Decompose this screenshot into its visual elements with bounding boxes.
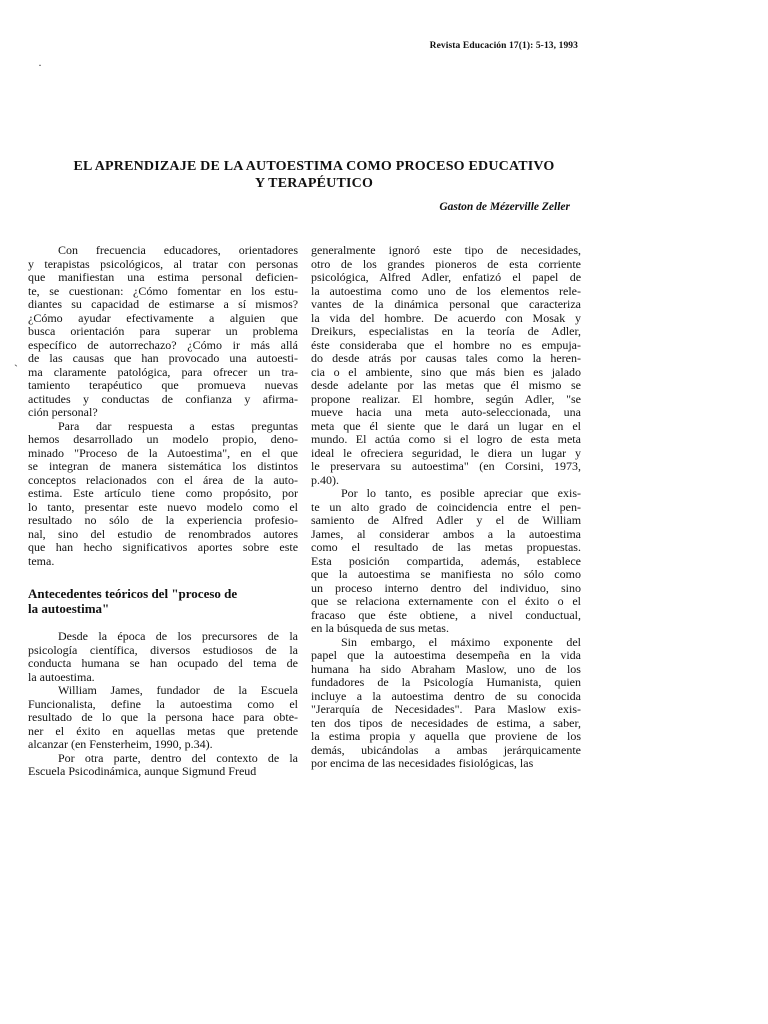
- text-line: Escuela Psicodinámica, aunque Sigmund Freud: [28, 764, 257, 778]
- text-line: mundo. El actúa como si el logro de esta meta: [311, 432, 581, 446]
- text-line: Esta posición compartida, además, establece: [311, 553, 581, 568]
- text-line: minado "Proceso de la Autoestima", en el que: [28, 445, 299, 460]
- text-line: te, se cuestionan: ¿Cómo fomentar en los estu-: [28, 283, 298, 298]
- author-name: Gaston de Mézerville Zeller: [439, 201, 570, 213]
- text-line: generalmente ignoró este tipo de necesidades,: [311, 243, 582, 257]
- text-line: psicológica, Alfred Adler, enfatizó el papel de: [311, 270, 582, 284]
- text-line: resultado no sólo de la experiencia profesio-: [28, 513, 299, 527]
- title-line: EL APRENDIZAJE DE LA AUTOESTIMA COMO PROCESO EDUCATIVO: [73, 159, 555, 174]
- text-line: que la autoestima se manifiesta no sólo como: [311, 567, 581, 581]
- text-line: ideal le ofreciera seguridad, le diera un lugar y: [311, 445, 581, 460]
- text-line: meta que él siente que le dará un lugar en el: [311, 418, 581, 433]
- text-line: Con frecuencia educadores, orientadores: [58, 243, 299, 257]
- scan-mark: ·: [38, 58, 42, 72]
- text-line: alcanzar (en Fensterheim, 1990, p.34).: [28, 737, 213, 751]
- scan-mark: `: [14, 362, 18, 376]
- text-line: éste consideraba que el hombre no es empuja-: [311, 337, 581, 352]
- section-heading: [28, 586, 298, 616]
- text-line: fracaso que éste obtiene, a nivel conductual,: [311, 607, 581, 622]
- text-line: incluye a la autoestima dentro de su conocida: [311, 688, 581, 703]
- text-line: Funcionalista, define la autoestima como el: [28, 696, 299, 711]
- text-line: do desde atrás por causas tales como la heren-: [311, 351, 581, 365]
- text-line: William James, fundador de la Escuela: [58, 683, 298, 697]
- text-line: ner el éxito en aquellas metas que pretende: [28, 723, 299, 738]
- text-line: James, al considerar ambos a la autoestima: [311, 526, 581, 541]
- text-line: conceptos relacionados con el área de la auto-: [28, 472, 298, 487]
- text-line: busca orientación para superar un problema: [28, 324, 298, 338]
- text-line: que han hecho significativos aportes sobre este: [28, 540, 299, 554]
- text-line: mueve hacia una meta auto-seleccionada, una: [311, 405, 581, 419]
- text-line: humana ha sido Abraham Maslow, uno de los: [311, 661, 581, 676]
- title-line: Y TERAPÉUTICO: [254, 176, 374, 191]
- text-line: te un alto grado de coincidencia entre el pen-: [311, 499, 581, 514]
- article-title: [40, 158, 588, 192]
- text-line: estima. Este artículo tiene como propósito, por: [28, 486, 298, 500]
- text-line: tema.: [28, 553, 55, 568]
- text-line: por encima de las necesidades fisiológicas, las: [311, 756, 534, 770]
- text-line: la estima propia y aquella que proviene de los: [311, 729, 582, 743]
- text-line: vantes de la dinámica personal que caracteriza: [311, 297, 582, 311]
- text-line: ción personal?: [28, 405, 98, 419]
- text-line: actitudes y conductas de confianza y afirma-: [28, 391, 299, 406]
- heading-line: Antecedentes teóricos del "proceso de: [28, 586, 238, 601]
- text-line: "Jerarquía de Necesidades". Para Maslow exis-: [311, 702, 581, 716]
- text-line: tamiento terapéutico que promueva nuevas: [28, 378, 299, 392]
- text-line: ¿Cómo ayudar efectivamente a alguien que: [28, 310, 298, 325]
- text-line: y terapistas psicológicos, al tratar con personas: [28, 256, 298, 271]
- paragraph: [311, 487, 581, 636]
- text-line: ma claramente patológica, para ofrecer un tra-: [28, 364, 299, 379]
- text-line: p.40).: [311, 472, 339, 487]
- text-line: Sin embargo, el máximo exponente del: [341, 634, 581, 649]
- text-line: como el resultado de las metas propuestas.: [311, 540, 581, 554]
- text-line: propone realizar. El hombre, según Adler, "se: [311, 391, 581, 406]
- text-line: demás, ubicándolas a ambas jerárquicamente: [311, 742, 582, 757]
- text-line: la autoestima como uno de los elementos rele-: [311, 283, 582, 298]
- text-line: conducta humana se han ocupado del tema de: [28, 656, 298, 670]
- text-line: de las causas que han provocado una autoesti-: [28, 351, 298, 365]
- text-line: psicología científica, diversos estudiosos de la: [28, 642, 298, 657]
- paragraph: [28, 684, 298, 752]
- text-line: la autoestima.: [28, 669, 95, 684]
- text-line: fundadores de la Psicología Humanista, quien: [311, 675, 581, 689]
- text-line: nal, sino del estudio de renombrados autores: [28, 526, 299, 541]
- paragraph: [311, 244, 581, 487]
- paragraph: [28, 630, 298, 684]
- journal-citation: Revista Educación 17(1): 5-13, 1993: [429, 41, 578, 51]
- right-column: [311, 244, 581, 771]
- text-line: Dreikurs, especialistas en la teoría de Adler,: [311, 324, 581, 338]
- text-line: resultado de lo que la persona hace para obte-: [28, 710, 299, 724]
- text-line: en la búsqueda de sus metas.: [311, 621, 449, 635]
- paragraph: [28, 244, 298, 420]
- text-line: que se relaciona externamente con el éxito o el: [311, 594, 582, 608]
- text-line: específico de autorrechazo? ¿Cómo ir más allá: [28, 337, 298, 352]
- text-line: se integran de manera sistemática los distintos: [28, 459, 299, 473]
- text-line: otro de los grandes pioneros de esta corriente: [311, 256, 581, 271]
- text-line: le preservara su autoestima" (en Corsini, 1973,: [311, 459, 582, 473]
- text-line: cia o el ambiente, sino que más bien es jalado: [311, 364, 582, 379]
- text-line: la vida del hombre. De acuerdo con Mosak y: [311, 310, 581, 325]
- left-column: [28, 244, 298, 779]
- text-line: Para dar respuesta a estas preguntas: [58, 418, 298, 433]
- text-line: papel que la autoestima desempeña en la vida: [311, 648, 582, 662]
- paragraph: [28, 752, 298, 779]
- text-line: hemos desarrollado un modelo propio, deno-: [28, 432, 298, 446]
- text-line: un proceso interno dentro del individuo, sino: [311, 580, 581, 595]
- text-line: desde adelante por las metas que él mismo se: [311, 378, 581, 392]
- text-line: Por otra parte, dentro del contexto de la: [58, 750, 298, 765]
- text-line: diantes su capacidad de estimarse a sí mismos?: [28, 297, 299, 311]
- text-line: Desde la época de los precursores de la: [58, 629, 298, 643]
- heading-line: la autoestima": [28, 601, 110, 616]
- text-line: Por lo tanto, es posible apreciar que exis-: [341, 486, 582, 500]
- paragraph: [28, 420, 298, 569]
- text-line: ten dos tipos de necesidades de estima, a saber,: [311, 715, 581, 730]
- text-line: que manifiestan una estima personal deficien-: [28, 270, 298, 284]
- text-line: samiento de Alfred Adler y el de William: [311, 513, 582, 527]
- text-line: lo tanto, presentar este nuevo modelo como el: [28, 499, 299, 514]
- paragraph: [311, 636, 581, 771]
